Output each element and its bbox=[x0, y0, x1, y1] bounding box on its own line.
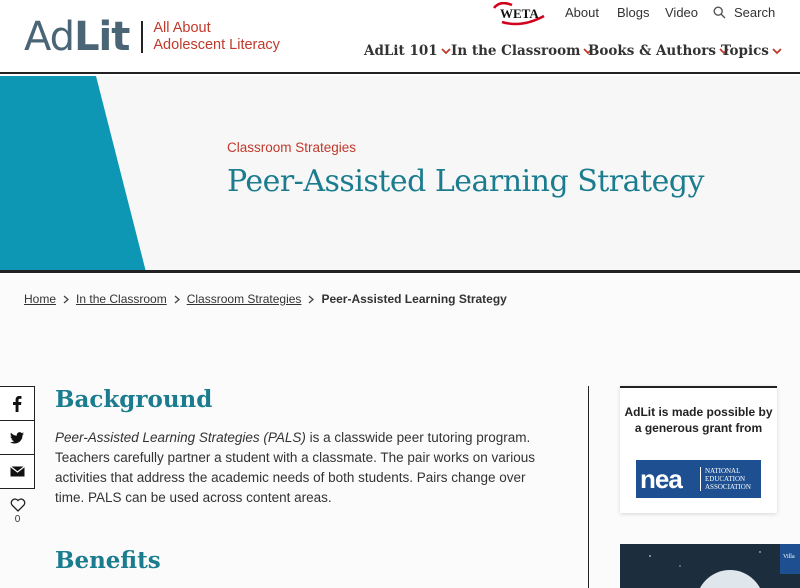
adlit-logo[interactable] bbox=[24, 14, 280, 60]
page-hero bbox=[0, 76, 800, 272]
promo-badge: Villa bbox=[780, 544, 800, 574]
chevron-down-icon bbox=[441, 48, 451, 55]
chevron-right-icon bbox=[63, 295, 69, 304]
sponsor-card bbox=[620, 386, 777, 513]
heading-benefits: Benefits bbox=[55, 547, 161, 574]
nav-in-the-classroom[interactable] bbox=[451, 43, 593, 59]
breadcrumb-classroom-strategies[interactable]: Classroom Strategies bbox=[186, 292, 302, 306]
chevron-right-icon bbox=[174, 295, 180, 304]
hero-category[interactable]: Classroom Strategies bbox=[227, 140, 357, 155]
nav-label: In the Classroom bbox=[451, 43, 581, 59]
nea-name bbox=[700, 467, 751, 491]
breadcrumb-home[interactable]: Home bbox=[24, 292, 57, 306]
blogs-link[interactable]: Blogs bbox=[617, 5, 650, 20]
chevron-down-icon bbox=[772, 48, 782, 55]
facebook-icon bbox=[12, 396, 22, 412]
weta-wordmark: WETA bbox=[500, 6, 539, 21]
video-link[interactable]: Video bbox=[665, 5, 699, 20]
twitter-share-button[interactable] bbox=[0, 420, 35, 455]
email-share-button[interactable] bbox=[0, 454, 35, 489]
nea-line-1: NATIONAL bbox=[705, 467, 741, 475]
tagline-line-1: All About bbox=[153, 20, 211, 36]
chevron-right-icon bbox=[308, 295, 314, 304]
nea-line-2: EDUCATION bbox=[705, 475, 746, 483]
logo-divider bbox=[141, 21, 143, 53]
page-title: Peer-Assisted Learning Strategy bbox=[227, 164, 704, 199]
heading-background: Background bbox=[55, 386, 213, 413]
nav-adlit-101[interactable] bbox=[364, 43, 451, 59]
twitter-icon bbox=[10, 432, 24, 444]
breadcrumb bbox=[24, 292, 507, 306]
nav-label: AdLit 101 bbox=[364, 43, 438, 59]
background-paragraph bbox=[55, 428, 555, 508]
heart-icon bbox=[10, 498, 26, 512]
promo-image[interactable] bbox=[620, 544, 800, 588]
like-button[interactable] bbox=[0, 498, 35, 525]
tagline-line-2: Adolescent Literacy bbox=[153, 37, 280, 53]
site-header bbox=[0, 0, 800, 74]
nea-logo[interactable] bbox=[636, 460, 761, 498]
nea-mark: nea bbox=[640, 463, 682, 494]
search-icon bbox=[713, 6, 726, 19]
background-text: is a classwide peer tutoring program. Teachers carefully partner a student with a classmate. The pair works on various activities that address the academic needs of both students. Pairs change over time. PALS can be used across content areas. bbox=[55, 430, 535, 505]
breadcrumb-current: Peer-Assisted Learning Strategy bbox=[321, 292, 507, 306]
moon-image bbox=[620, 544, 800, 588]
nav-label: Topics bbox=[721, 43, 769, 59]
logo-tagline bbox=[153, 20, 280, 54]
logo-ad-text: Ad bbox=[24, 14, 75, 60]
logo-lit-text: Lit bbox=[74, 14, 130, 60]
email-icon bbox=[10, 466, 25, 477]
weta-logo[interactable] bbox=[492, 2, 546, 24]
search-button[interactable] bbox=[713, 5, 775, 20]
about-link[interactable]: About bbox=[565, 5, 599, 20]
pals-name: Peer-Assisted Learning Strategies (PALS) bbox=[55, 430, 306, 445]
nea-line-3: ASSOCIATION bbox=[705, 483, 751, 491]
share-bar bbox=[0, 386, 35, 525]
nav-books-authors[interactable] bbox=[588, 43, 729, 59]
facebook-share-button[interactable] bbox=[0, 386, 35, 421]
sidebar-divider bbox=[588, 386, 589, 588]
sponsor-text: AdLit is made possible by a generous grant from bbox=[624, 405, 773, 435]
nav-label: Books & Authors bbox=[588, 43, 717, 59]
breadcrumb-in-the-classroom[interactable]: In the Classroom bbox=[76, 292, 167, 306]
nav-topics[interactable] bbox=[721, 43, 782, 59]
search-label: Search bbox=[734, 5, 776, 20]
hero-teal-shape bbox=[0, 76, 150, 272]
like-count: 0 bbox=[14, 514, 21, 525]
hero-divider bbox=[0, 270, 800, 273]
